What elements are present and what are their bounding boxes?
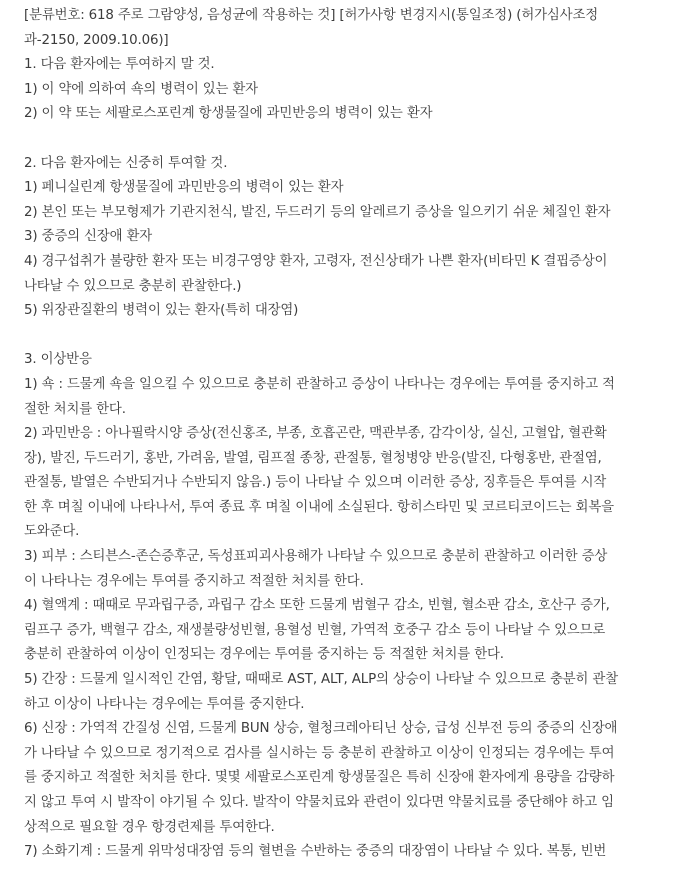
- paragraph-line: 장), 발진, 두드러기, 홍반, 가려움, 발열, 림프절 종창, 관절통, 혈청병양 반응(발진, 다형홍반, 관절염,: [24, 450, 602, 466]
- paragraph-line: 지 않고 투여 시 발작이 야기될 수 있다. 발작이 약물치료와 관련이 있다면 약물치료를 중단해야 하고 임: [24, 795, 614, 810]
- list-item: 4) 경구섭취가 불량한 환자 또는 비경구영양 환자, 고령자, 전신상태가 나쁜 환자(비타민 K 결핍증상이: [24, 253, 608, 269]
- paragraph-line: 도와준다.: [24, 524, 80, 540]
- paragraph-line: 2) 과민반응 : 아나필락시양 증상(전신홍조, 부종, 호흡곤란, 맥관부종, 감각이상, 실신, 고혈압, 혈관확: [24, 426, 607, 442]
- paragraph-line: 관절통, 발열은 수반되거나 수반되지 않음.) 등이 나타날 수 있으며 이러한 증상, 징후들은 투여를 시작: [24, 475, 607, 491]
- paragraph-line: 7) 소화기계 : 드물게 위막성대장염 등의 혈변을 수반하는 중증의 대장염이 나타날 수 있다. 복통, 빈번: [24, 844, 607, 860]
- paragraph-line: 6) 신장 : 가역적 간질성 신염, 드물게 BUN 상승, 혈청크레아티닌 상승, 급성 신부전 등의 중증의 신장애: [24, 721, 618, 737]
- paragraph-line: 를 중지하고 적절한 처치를 한다. 몇몇 세팔로스포린계 항생물질은 특히 신장애 환자에게 용량을 감량하: [24, 770, 615, 786]
- header-line: 과-2150, 2009.10.06)]: [24, 32, 169, 48]
- list-item: 1) 이 약에 의하여 쇽의 병력이 있는 환자: [24, 81, 258, 97]
- paragraph-line: 3) 피부 : 스티븐스-존슨증후군, 독성표피괴사용해가 나타날 수 있으므로 충분히 관찰하고 이러한 증상: [24, 549, 608, 565]
- section-title: 3. 이상반응: [24, 352, 92, 368]
- paragraph-line: 림프구 증가, 백혈구 감소, 재생불량성빈혈, 용혈성 빈혈, 가역적 호중구 감소 등이 나타날 수 있으므로: [24, 622, 606, 638]
- spacer: [24, 324, 680, 349]
- section-title: 1. 다음 환자에는 투여하지 말 것.: [24, 57, 215, 73]
- paragraph-line: 상적으로 필요할 경우 항경련제를 투여한다.: [24, 819, 275, 835]
- list-item: 2) 본인 또는 부모형제가 기관지천식, 발진, 두드러기 등의 알레르기 증상을 일으키기 쉬운 체질인 환자: [24, 204, 611, 220]
- list-item: 나타날 수 있으므로 충분히 관찰한다.): [24, 278, 242, 294]
- paragraph-line: 충분히 관찰하여 이상이 인정되는 경우에는 투여를 중지하는 등 적절한 처치를 한다.: [24, 647, 504, 663]
- paragraph-line: 가 나타날 수 있으므로 정기적으로 검사를 실시하는 등 충분히 관찰하고 이상이 인정되는 경우에는 투여: [24, 745, 615, 761]
- paragraph-line: 한 후 며칠 이내에 나타나서, 투여 종료 후 며칠 이내에 소실된다. 항히스타민 및 코르티코이드는 회복을: [24, 499, 614, 515]
- section-title: 2. 다음 환자에는 신중히 투여할 것.: [24, 155, 228, 171]
- paragraph-line: 이 나타나는 경우에는 투여를 중지하고 적절한 처치를 한다.: [24, 573, 364, 589]
- list-item: 5) 위장관질환의 병력이 있는 환자(특히 대장염): [24, 303, 299, 319]
- list-item: 2) 이 약 또는 세팔로스포린계 항생물질에 과민반응의 병력이 있는 환자: [24, 106, 433, 122]
- paragraph-line: 하고 이상이 나타나는 경우에는 투여를 중지한다.: [24, 696, 305, 712]
- document-body: [24, 4, 680, 865]
- list-item: 3) 중증의 신장애 환자: [24, 229, 153, 245]
- spacer: [24, 127, 680, 152]
- list-item: 1) 페니실린계 항생물질에 과민반응의 병력이 있는 환자: [24, 180, 344, 196]
- paragraph-line: 4) 혈액계 : 때때로 무과립구증, 과립구 감소 또한 드물게 범혈구 감소, 빈혈, 혈소판 감소, 호산구 증가,: [24, 598, 610, 614]
- paragraph-line: 1) 쇽 : 드물게 쇽을 일으킬 수 있으므로 충분히 관찰하고 증상이 나타나는 경우에는 투여를 중지하고 적: [24, 376, 615, 392]
- paragraph-line: 절한 처치를 한다.: [24, 401, 126, 417]
- paragraph-line: 5) 간장 : 드물게 일시적인 간염, 황달, 때때로 AST, ALT, ALP의 상승이 나타날 수 있으므로 충분히 관찰: [24, 672, 618, 688]
- header-line: [분류번호: 618 주로 그람양성, 음성균에 작용하는 것] [허가사항 변경지시(통일조정) (허가심사조정: [24, 8, 599, 23]
